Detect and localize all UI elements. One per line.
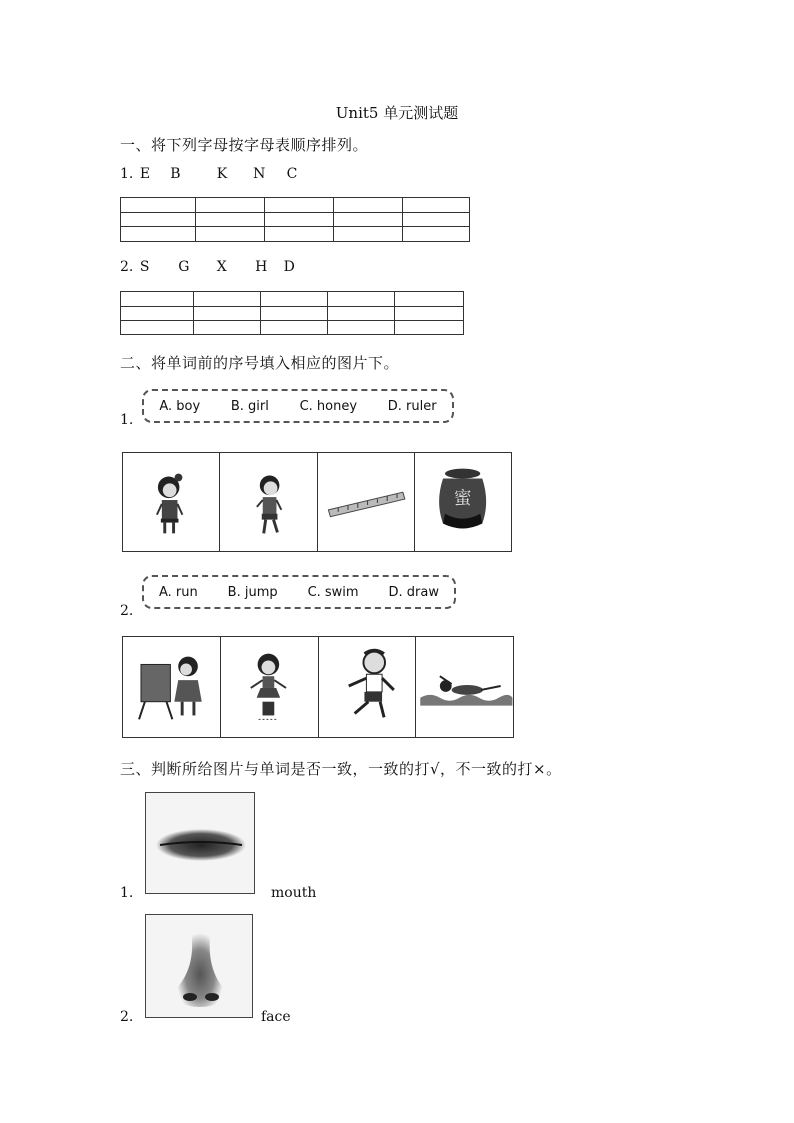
section1-heading: 一、将下列字母按字母表顺序排列。 xyxy=(120,136,369,154)
section1-q2-letters xyxy=(120,259,295,275)
ruler-icon xyxy=(318,453,414,551)
q2-letter: S xyxy=(139,259,150,275)
section2-q1-number: 1. xyxy=(120,412,134,428)
q1-letter: C xyxy=(286,166,298,182)
q1-letter: E xyxy=(139,166,151,182)
section3-item1-word: mouth xyxy=(271,885,317,901)
section3-item1-photo xyxy=(145,792,255,894)
option-c: C. honey xyxy=(299,398,358,414)
q1-letter: K xyxy=(216,166,228,182)
section2-q1-picture-row xyxy=(122,452,512,552)
section3-item1-number: 1. xyxy=(120,885,134,901)
q1-writing-grid[interactable] xyxy=(120,197,470,242)
q2-letter: D xyxy=(283,259,295,275)
picture-cell[interactable] xyxy=(318,453,415,551)
section3-item2-photo xyxy=(145,914,253,1018)
nose-icon xyxy=(146,915,254,1019)
section2-heading: 二、将单词前的序号填入相应的图片下。 xyxy=(120,354,400,372)
jump-icon xyxy=(221,637,318,737)
picture-cell[interactable] xyxy=(416,637,513,737)
q2-number: 2. xyxy=(120,259,134,275)
draw-icon xyxy=(123,637,220,737)
section3-item2-word: face xyxy=(261,1009,291,1025)
run-icon xyxy=(319,637,416,737)
section3-item2-number: 2. xyxy=(120,1009,134,1025)
q2-letter: H xyxy=(255,259,268,275)
section2-q2-picture-row xyxy=(122,636,514,738)
q2-letter: G xyxy=(178,259,190,275)
picture-cell[interactable] xyxy=(220,453,317,551)
q1-letter: N xyxy=(253,166,266,182)
picture-cell[interactable] xyxy=(319,637,417,737)
boy-icon xyxy=(220,453,316,551)
q1-letter: B xyxy=(170,166,181,182)
q1-number: 1. xyxy=(120,166,134,182)
option-b: B. girl xyxy=(230,398,269,414)
option-c: C. swim xyxy=(307,584,359,600)
honey-jar-icon xyxy=(415,453,511,551)
option-d: D. draw xyxy=(388,584,440,600)
girl-icon xyxy=(123,453,219,551)
swim-icon xyxy=(416,637,513,737)
section2-q1-word-box xyxy=(142,389,454,423)
mouth-icon xyxy=(146,793,256,895)
option-b: B. jump xyxy=(227,584,278,600)
section3-heading: 三、判断所给图片与单词是否一致，一致的打√，不一致的打×。 xyxy=(120,760,562,778)
q2-letter: X xyxy=(216,259,227,275)
section2-q2-number: 2. xyxy=(120,603,134,619)
section2-q2-word-box xyxy=(142,575,456,609)
page-title: Unit5 单元测试题 xyxy=(335,104,459,122)
picture-cell[interactable] xyxy=(123,453,220,551)
picture-cell[interactable] xyxy=(415,453,511,551)
section1-q1-letters xyxy=(120,166,297,182)
option-a: A. run xyxy=(158,584,198,600)
q2-writing-grid[interactable] xyxy=(120,291,464,335)
picture-cell[interactable] xyxy=(123,637,221,737)
option-a: A. boy xyxy=(159,398,201,414)
picture-cell[interactable] xyxy=(221,637,319,737)
jar-label: 蜜 xyxy=(453,488,472,509)
option-d: D. ruler xyxy=(387,398,437,414)
